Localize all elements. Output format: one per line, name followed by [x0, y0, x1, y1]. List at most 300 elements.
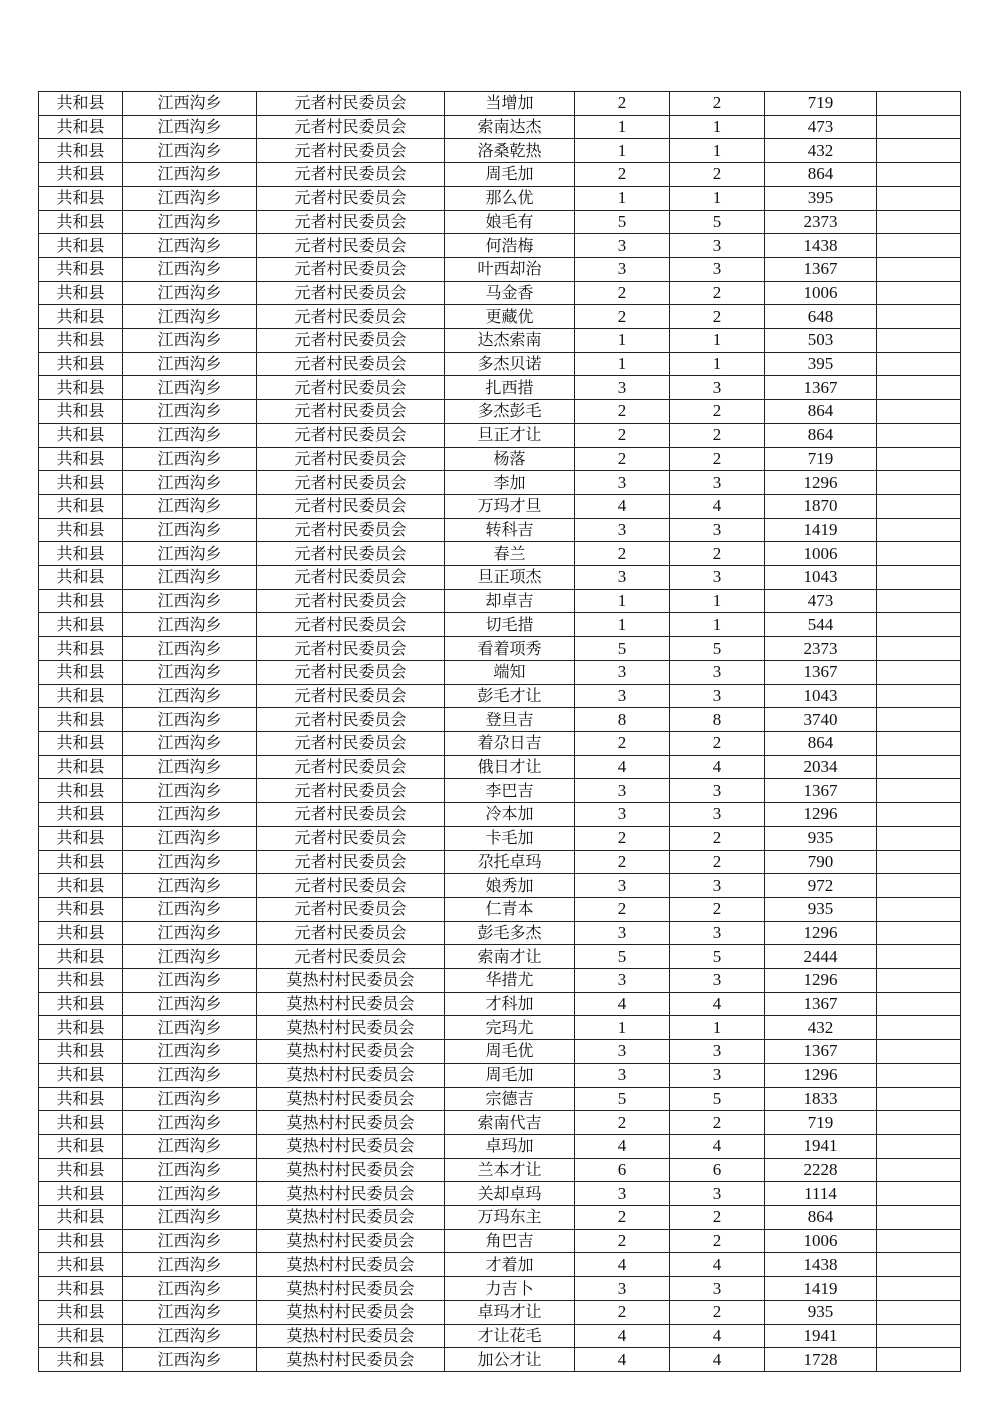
county-cell: 共和县 [39, 826, 123, 850]
name-cell: 索南达杰 [445, 115, 575, 139]
remark-cell [877, 826, 961, 850]
name-cell: 索南才让 [445, 945, 575, 969]
subsidized-people-cell: 1 [670, 352, 765, 376]
township-cell: 江西沟乡 [123, 234, 257, 258]
county-cell: 共和县 [39, 1348, 123, 1372]
table-row [39, 423, 961, 447]
amount-cell: 1367 [765, 257, 877, 281]
subsidized-people-cell: 4 [670, 1253, 765, 1277]
table-row [39, 471, 961, 495]
village-committee-cell: 元者村民委员会 [257, 945, 445, 969]
village-committee-cell: 元者村民委员会 [257, 684, 445, 708]
amount-cell: 1941 [765, 1324, 877, 1348]
county-cell: 共和县 [39, 186, 123, 210]
subsidized-people-cell: 1 [670, 613, 765, 637]
amount-cell: 935 [765, 897, 877, 921]
table-row [39, 494, 961, 518]
remark-cell [877, 1253, 961, 1277]
county-cell: 共和县 [39, 329, 123, 353]
amount-cell: 473 [765, 589, 877, 613]
amount-cell: 648 [765, 305, 877, 329]
household-size-cell: 3 [575, 684, 670, 708]
township-cell: 江西沟乡 [123, 708, 257, 732]
village-committee-cell: 元者村民委员会 [257, 660, 445, 684]
village-committee-cell: 元者村民委员会 [257, 850, 445, 874]
village-committee-cell: 元者村民委员会 [257, 400, 445, 424]
remark-cell [877, 969, 961, 993]
table-row [39, 921, 961, 945]
remark-cell [877, 897, 961, 921]
table-row [39, 542, 961, 566]
table-row [39, 1040, 961, 1064]
village-committee-cell: 莫热村村民委员会 [257, 1229, 445, 1253]
household-size-cell: 4 [575, 494, 670, 518]
remark-cell [877, 186, 961, 210]
subsidized-people-cell: 4 [670, 494, 765, 518]
county-cell: 共和县 [39, 400, 123, 424]
village-committee-cell: 莫热村村民委员会 [257, 1158, 445, 1182]
township-cell: 江西沟乡 [123, 613, 257, 637]
table-row [39, 92, 961, 116]
township-cell: 江西沟乡 [123, 163, 257, 187]
name-cell: 多杰彭毛 [445, 400, 575, 424]
township-cell: 江西沟乡 [123, 945, 257, 969]
county-cell: 共和县 [39, 566, 123, 590]
village-committee-cell: 元者村民委员会 [257, 115, 445, 139]
table-row [39, 1206, 961, 1230]
remark-cell [877, 1229, 961, 1253]
township-cell: 江西沟乡 [123, 1111, 257, 1135]
household-size-cell: 2 [575, 305, 670, 329]
household-size-cell: 4 [575, 755, 670, 779]
subsidized-people-cell: 2 [670, 826, 765, 850]
household-size-cell: 2 [575, 731, 670, 755]
household-size-cell: 3 [575, 234, 670, 258]
amount-cell: 864 [765, 163, 877, 187]
household-size-cell: 3 [575, 1277, 670, 1301]
township-cell: 江西沟乡 [123, 897, 257, 921]
name-cell: 端知 [445, 660, 575, 684]
county-cell: 共和县 [39, 850, 123, 874]
name-cell: 达杰索南 [445, 329, 575, 353]
village-committee-cell: 元者村民委员会 [257, 826, 445, 850]
remark-cell [877, 1158, 961, 1182]
county-cell: 共和县 [39, 92, 123, 116]
remark-cell [877, 1040, 961, 1064]
household-size-cell: 1 [575, 589, 670, 613]
county-cell: 共和县 [39, 447, 123, 471]
remark-cell [877, 1087, 961, 1111]
amount-cell: 1367 [765, 1040, 877, 1064]
township-cell: 江西沟乡 [123, 447, 257, 471]
remark-cell [877, 1016, 961, 1040]
household-size-cell: 3 [575, 969, 670, 993]
township-cell: 江西沟乡 [123, 684, 257, 708]
remark-cell [877, 1348, 961, 1372]
amount-cell: 1438 [765, 234, 877, 258]
village-committee-cell: 莫热村村民委员会 [257, 1111, 445, 1135]
township-cell: 江西沟乡 [123, 352, 257, 376]
table-row [39, 1229, 961, 1253]
township-cell: 江西沟乡 [123, 1063, 257, 1087]
amount-cell: 1367 [765, 779, 877, 803]
household-size-cell: 5 [575, 637, 670, 661]
village-committee-cell: 元者村民委员会 [257, 921, 445, 945]
village-committee-cell: 元者村民委员会 [257, 803, 445, 827]
village-committee-cell: 莫热村村民委员会 [257, 1134, 445, 1158]
county-cell: 共和县 [39, 518, 123, 542]
remark-cell [877, 803, 961, 827]
household-size-cell: 1 [575, 352, 670, 376]
county-cell: 共和县 [39, 1324, 123, 1348]
township-cell: 江西沟乡 [123, 992, 257, 1016]
subsidized-people-cell: 2 [670, 1111, 765, 1135]
village-committee-cell: 元者村民委员会 [257, 566, 445, 590]
household-size-cell: 2 [575, 542, 670, 566]
name-cell: 旦正才让 [445, 423, 575, 447]
remark-cell [877, 329, 961, 353]
name-cell: 万玛才旦 [445, 494, 575, 518]
township-cell: 江西沟乡 [123, 257, 257, 281]
township-cell: 江西沟乡 [123, 1087, 257, 1111]
household-size-cell: 4 [575, 1253, 670, 1277]
subsidized-people-cell: 3 [670, 1040, 765, 1064]
amount-cell: 2444 [765, 945, 877, 969]
township-cell: 江西沟乡 [123, 376, 257, 400]
name-cell: 宗德吉 [445, 1087, 575, 1111]
remark-cell [877, 281, 961, 305]
village-committee-cell: 元者村民委员会 [257, 542, 445, 566]
name-cell: 看着项秀 [445, 637, 575, 661]
subsidized-people-cell: 4 [670, 992, 765, 1016]
township-cell: 江西沟乡 [123, 660, 257, 684]
remark-cell [877, 566, 961, 590]
amount-cell: 864 [765, 731, 877, 755]
amount-cell: 395 [765, 186, 877, 210]
township-cell: 江西沟乡 [123, 1158, 257, 1182]
county-cell: 共和县 [39, 1158, 123, 1182]
name-cell: 才着加 [445, 1253, 575, 1277]
amount-cell: 1728 [765, 1348, 877, 1372]
township-cell: 江西沟乡 [123, 803, 257, 827]
subsidized-people-cell: 1 [670, 329, 765, 353]
name-cell: 完玛尤 [445, 1016, 575, 1040]
amount-cell: 719 [765, 447, 877, 471]
subsidized-people-cell: 3 [670, 376, 765, 400]
amount-cell: 1006 [765, 281, 877, 305]
table-row [39, 850, 961, 874]
township-cell: 江西沟乡 [123, 471, 257, 495]
remark-cell [877, 1134, 961, 1158]
household-size-cell: 3 [575, 471, 670, 495]
remark-cell [877, 921, 961, 945]
subsidized-people-cell: 3 [670, 921, 765, 945]
household-size-cell: 2 [575, 850, 670, 874]
table-row [39, 660, 961, 684]
township-cell: 江西沟乡 [123, 329, 257, 353]
household-size-cell: 1 [575, 115, 670, 139]
township-cell: 江西沟乡 [123, 1300, 257, 1324]
remark-cell [877, 1206, 961, 1230]
name-cell: 那么优 [445, 186, 575, 210]
household-size-cell: 3 [575, 566, 670, 590]
county-cell: 共和县 [39, 1016, 123, 1040]
township-cell: 江西沟乡 [123, 826, 257, 850]
township-cell: 江西沟乡 [123, 1253, 257, 1277]
subsidized-people-cell: 1 [670, 139, 765, 163]
amount-cell: 935 [765, 1300, 877, 1324]
village-committee-cell: 元者村民委员会 [257, 210, 445, 234]
village-committee-cell: 元者村民委员会 [257, 731, 445, 755]
remark-cell [877, 92, 961, 116]
remark-cell [877, 613, 961, 637]
subsidized-people-cell: 2 [670, 850, 765, 874]
amount-cell: 719 [765, 92, 877, 116]
village-committee-cell: 元者村民委员会 [257, 637, 445, 661]
township-cell: 江西沟乡 [123, 281, 257, 305]
remark-cell [877, 518, 961, 542]
name-cell: 着尕日吉 [445, 731, 575, 755]
county-cell: 共和县 [39, 755, 123, 779]
amount-cell: 719 [765, 1111, 877, 1135]
county-cell: 共和县 [39, 637, 123, 661]
household-size-cell: 3 [575, 518, 670, 542]
township-cell: 江西沟乡 [123, 423, 257, 447]
household-size-cell: 8 [575, 708, 670, 732]
name-cell: 万玛东主 [445, 1206, 575, 1230]
county-cell: 共和县 [39, 731, 123, 755]
name-cell: 周毛加 [445, 1063, 575, 1087]
remark-cell [877, 660, 961, 684]
remark-cell [877, 1182, 961, 1206]
table-row [39, 1134, 961, 1158]
household-size-cell: 1 [575, 186, 670, 210]
village-committee-cell: 元者村民委员会 [257, 708, 445, 732]
subsidized-people-cell: 3 [670, 1063, 765, 1087]
table-row [39, 329, 961, 353]
township-cell: 江西沟乡 [123, 1348, 257, 1372]
amount-cell: 1296 [765, 803, 877, 827]
county-cell: 共和县 [39, 589, 123, 613]
name-cell: 春兰 [445, 542, 575, 566]
amount-cell: 1367 [765, 376, 877, 400]
village-committee-cell: 元者村民委员会 [257, 281, 445, 305]
remark-cell [877, 1063, 961, 1087]
county-cell: 共和县 [39, 803, 123, 827]
household-size-cell: 3 [575, 921, 670, 945]
table-row [39, 518, 961, 542]
name-cell: 尕托卓玛 [445, 850, 575, 874]
remark-cell [877, 305, 961, 329]
table-row [39, 826, 961, 850]
remark-cell [877, 708, 961, 732]
remark-cell [877, 589, 961, 613]
village-committee-cell: 莫热村村民委员会 [257, 1300, 445, 1324]
county-cell: 共和县 [39, 1229, 123, 1253]
village-committee-cell: 元者村民委员会 [257, 257, 445, 281]
name-cell: 卡毛加 [445, 826, 575, 850]
name-cell: 娘秀加 [445, 874, 575, 898]
county-cell: 共和县 [39, 210, 123, 234]
household-size-cell: 1 [575, 1016, 670, 1040]
county-cell: 共和县 [39, 1063, 123, 1087]
name-cell: 俄日才让 [445, 755, 575, 779]
amount-cell: 2373 [765, 210, 877, 234]
subsidized-people-cell: 5 [670, 637, 765, 661]
village-committee-cell: 元者村民委员会 [257, 352, 445, 376]
county-cell: 共和县 [39, 1040, 123, 1064]
township-cell: 江西沟乡 [123, 139, 257, 163]
village-committee-cell: 元者村民委员会 [257, 779, 445, 803]
subsidized-people-cell: 3 [670, 257, 765, 281]
household-size-cell: 2 [575, 1206, 670, 1230]
table-row [39, 969, 961, 993]
table-row [39, 400, 961, 424]
name-cell: 杨落 [445, 447, 575, 471]
name-cell: 更藏优 [445, 305, 575, 329]
township-cell: 江西沟乡 [123, 637, 257, 661]
name-cell: 却卓吉 [445, 589, 575, 613]
subsidized-people-cell: 2 [670, 447, 765, 471]
county-cell: 共和县 [39, 1206, 123, 1230]
subsidized-people-cell: 3 [670, 518, 765, 542]
table-body [39, 92, 961, 1372]
household-size-cell: 2 [575, 447, 670, 471]
township-cell: 江西沟乡 [123, 1206, 257, 1230]
amount-cell: 1006 [765, 542, 877, 566]
amount-cell: 473 [765, 115, 877, 139]
village-committee-cell: 元者村民委员会 [257, 423, 445, 447]
subsidized-people-cell: 6 [670, 1158, 765, 1182]
name-cell: 兰本才让 [445, 1158, 575, 1182]
relief-roster-table [38, 91, 961, 1372]
township-cell: 江西沟乡 [123, 589, 257, 613]
village-committee-cell: 元者村民委员会 [257, 234, 445, 258]
name-cell: 娘毛有 [445, 210, 575, 234]
township-cell: 江西沟乡 [123, 1134, 257, 1158]
amount-cell: 2373 [765, 637, 877, 661]
township-cell: 江西沟乡 [123, 850, 257, 874]
township-cell: 江西沟乡 [123, 186, 257, 210]
subsidized-people-cell: 3 [670, 566, 765, 590]
amount-cell: 432 [765, 139, 877, 163]
county-cell: 共和县 [39, 139, 123, 163]
township-cell: 江西沟乡 [123, 1277, 257, 1301]
table-row [39, 566, 961, 590]
subsidized-people-cell: 3 [670, 684, 765, 708]
county-cell: 共和县 [39, 1277, 123, 1301]
subsidized-people-cell: 2 [670, 163, 765, 187]
amount-cell: 1296 [765, 969, 877, 993]
table-row [39, 684, 961, 708]
township-cell: 江西沟乡 [123, 542, 257, 566]
household-size-cell: 3 [575, 376, 670, 400]
amount-cell: 1438 [765, 1253, 877, 1277]
remark-cell [877, 257, 961, 281]
remark-cell [877, 1277, 961, 1301]
subsidized-people-cell: 2 [670, 92, 765, 116]
name-cell: 才科加 [445, 992, 575, 1016]
village-committee-cell: 元者村民委员会 [257, 518, 445, 542]
household-size-cell: 5 [575, 210, 670, 234]
remark-cell [877, 352, 961, 376]
subsidized-people-cell: 3 [670, 874, 765, 898]
village-committee-cell: 元者村民委员会 [257, 163, 445, 187]
table-row [39, 447, 961, 471]
amount-cell: 1367 [765, 992, 877, 1016]
remark-cell [877, 1111, 961, 1135]
county-cell: 共和县 [39, 305, 123, 329]
village-committee-cell: 元者村民委员会 [257, 447, 445, 471]
subsidized-people-cell: 4 [670, 1134, 765, 1158]
name-cell: 登旦吉 [445, 708, 575, 732]
table-row [39, 779, 961, 803]
village-committee-cell: 莫热村村民委员会 [257, 1063, 445, 1087]
amount-cell: 1833 [765, 1087, 877, 1111]
subsidized-people-cell: 2 [670, 281, 765, 305]
county-cell: 共和县 [39, 1087, 123, 1111]
name-cell: 当增加 [445, 92, 575, 116]
township-cell: 江西沟乡 [123, 969, 257, 993]
table-row [39, 731, 961, 755]
remark-cell [877, 163, 961, 187]
village-committee-cell: 元者村民委员会 [257, 755, 445, 779]
subsidized-people-cell: 3 [670, 779, 765, 803]
table-row [39, 589, 961, 613]
subsidized-people-cell: 2 [670, 1206, 765, 1230]
remark-cell [877, 637, 961, 661]
township-cell: 江西沟乡 [123, 731, 257, 755]
village-committee-cell: 莫热村村民委员会 [257, 969, 445, 993]
table-row [39, 874, 961, 898]
village-committee-cell: 莫热村村民委员会 [257, 1087, 445, 1111]
township-cell: 江西沟乡 [123, 210, 257, 234]
table-row [39, 115, 961, 139]
household-size-cell: 2 [575, 400, 670, 424]
remark-cell [877, 494, 961, 518]
amount-cell: 432 [765, 1016, 877, 1040]
county-cell: 共和县 [39, 423, 123, 447]
name-cell: 周毛优 [445, 1040, 575, 1064]
county-cell: 共和县 [39, 376, 123, 400]
amount-cell: 1043 [765, 566, 877, 590]
household-size-cell: 5 [575, 1087, 670, 1111]
name-cell: 彭毛才让 [445, 684, 575, 708]
township-cell: 江西沟乡 [123, 1040, 257, 1064]
subsidized-people-cell: 1 [670, 186, 765, 210]
household-size-cell: 3 [575, 779, 670, 803]
village-committee-cell: 元者村民委员会 [257, 186, 445, 210]
village-committee-cell: 莫热村村民委员会 [257, 992, 445, 1016]
table-row [39, 1348, 961, 1372]
village-committee-cell: 莫热村村民委员会 [257, 1277, 445, 1301]
name-cell: 洛桑乾热 [445, 139, 575, 163]
county-cell: 共和县 [39, 684, 123, 708]
household-size-cell: 3 [575, 660, 670, 684]
county-cell: 共和县 [39, 234, 123, 258]
remark-cell [877, 1324, 961, 1348]
household-size-cell: 2 [575, 897, 670, 921]
county-cell: 共和县 [39, 352, 123, 376]
subsidized-people-cell: 1 [670, 115, 765, 139]
village-committee-cell: 元者村民委员会 [257, 494, 445, 518]
table-row [39, 637, 961, 661]
village-committee-cell: 元者村民委员会 [257, 589, 445, 613]
table-row [39, 281, 961, 305]
name-cell: 马金香 [445, 281, 575, 305]
remark-cell [877, 115, 961, 139]
county-cell: 共和县 [39, 115, 123, 139]
